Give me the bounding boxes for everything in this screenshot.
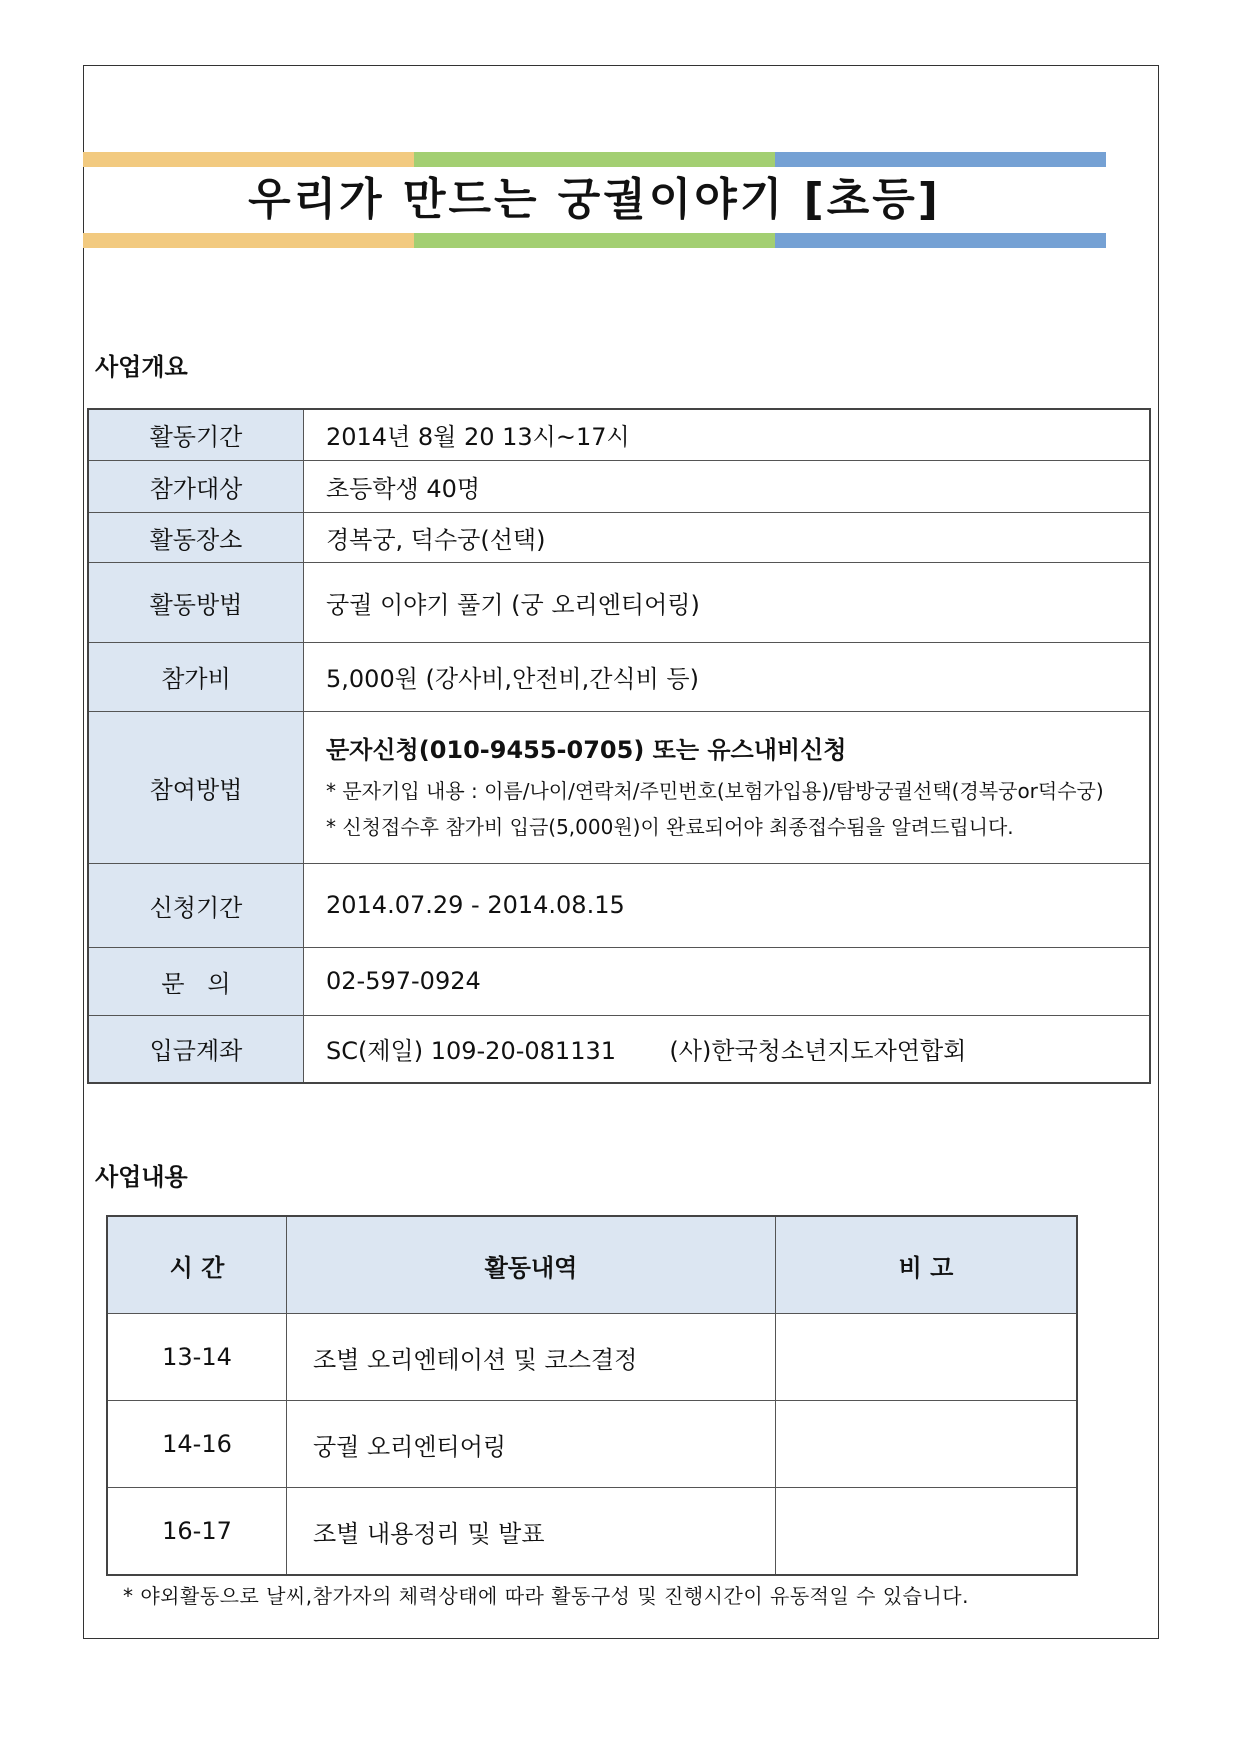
table-header-row: [107, 1216, 1077, 1314]
table-row: [88, 512, 1150, 562]
row-value: 2014년 8월 20 13시~17시: [304, 409, 1151, 460]
row-value: 초등학생 40명: [304, 460, 1151, 512]
apply-method-main: 문자신청(010-9455-0705) 또는 유스내비신청: [326, 735, 847, 764]
row-label: 활동방법: [88, 562, 304, 642]
document-title: 우리가 만드는 궁궐이야기 [초등]: [248, 174, 941, 225]
apply-method-cell: [304, 711, 1151, 863]
row-value: 궁궐 이야기 풀기 (궁 오리엔티어링): [304, 562, 1151, 642]
table-row: [88, 1015, 1150, 1083]
footnote: * 야외활동으로 날씨,참가자의 체력상태에 따라 활동구성 및 진행시간이 유동적일 수 있습니다.: [123, 1584, 969, 1608]
table-row: [88, 562, 1150, 642]
row-value: 02-597-0924: [304, 947, 1151, 1015]
column-header-activity: 활동내역: [287, 1216, 776, 1314]
row-label: 신청기간: [88, 863, 304, 947]
table-row: [88, 460, 1150, 512]
row-value: SC(제일) 109-20-081131 (사)한국청소년지도자연합회: [304, 1015, 1151, 1083]
table-row: [107, 1488, 1077, 1576]
row-label: 참가비: [88, 642, 304, 711]
schedule-activity: 궁궐 오리엔티어링: [287, 1401, 776, 1488]
row-value: 경복궁, 덕수궁(선택): [304, 512, 1151, 562]
table-row: [88, 947, 1150, 1015]
table-row: [88, 711, 1150, 863]
table-row: [88, 863, 1150, 947]
table-row: [88, 642, 1150, 711]
title-stripe-bottom: [83, 233, 1106, 248]
overview-table: [87, 408, 1151, 1084]
column-header-note: 비 고: [776, 1216, 1078, 1314]
row-label: 문 의: [88, 947, 304, 1015]
row-value: 5,000원 (강사비,안전비,간식비 등): [304, 642, 1151, 711]
apply-method-note: * 신청접수후 참가비 입금(5,000원)이 완료되어야 최종접수됨을 알려드립니다.: [326, 814, 1014, 839]
row-label: 활동기간: [88, 409, 304, 460]
column-header-time: 시 간: [107, 1216, 287, 1314]
schedule-time: 16-17: [107, 1488, 287, 1576]
apply-method-note: * 문자기입 내용 : 이름/나이/연락처/주민번호(보험가입용)/탐방궁궐선택(경복궁or덕수궁): [326, 778, 1104, 803]
row-label: 입금계좌: [88, 1015, 304, 1083]
table-row: [88, 409, 1150, 460]
table-row: [107, 1401, 1077, 1488]
overview-heading: 사업개요: [95, 353, 188, 381]
schedule-time: 14-16: [107, 1401, 287, 1488]
schedule-note: [776, 1488, 1078, 1576]
row-value: 2014.07.29 - 2014.08.15: [304, 863, 1151, 947]
title-stripe-top: [83, 152, 1106, 167]
schedule-heading: 사업내용: [95, 1163, 188, 1191]
schedule-note: [776, 1314, 1078, 1401]
row-label: 참가대상: [88, 460, 304, 512]
schedule-time: 13-14: [107, 1314, 287, 1401]
schedule-activity: 조별 내용정리 및 발표: [287, 1488, 776, 1576]
row-label: 참여방법: [88, 711, 304, 863]
row-label: 활동장소: [88, 512, 304, 562]
schedule-table: [106, 1215, 1078, 1576]
schedule-note: [776, 1401, 1078, 1488]
schedule-activity: 조별 오리엔테이션 및 코스결정: [287, 1314, 776, 1401]
table-row: [107, 1314, 1077, 1401]
